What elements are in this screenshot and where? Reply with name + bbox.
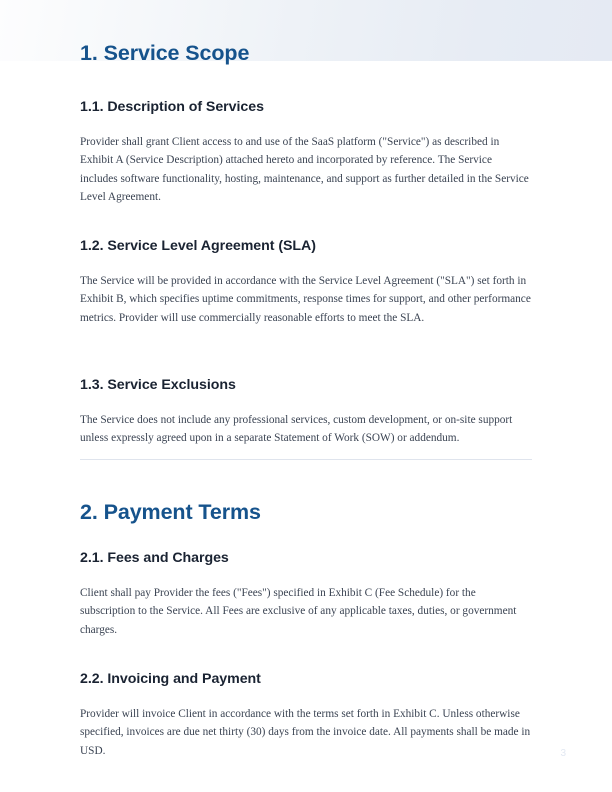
paragraph-1-1: Provider shall grant Client access to and use of the SaaS platform ("Service") as described in Exhibit A (Service Description) attached hereto and incorporated by reference. The Service includes software functionality, hosting, maintenance, and support as further detailed in the Service Level Agreement. — [80, 136, 529, 204]
section-heading-2: 2. Payment Terms — [80, 500, 261, 524]
section-heading-1: 1. Service Scope — [80, 41, 250, 65]
paragraph-1-2: The Service will be provided in accordance with the Service Level Agreement ("SLA") set forth in Exhibit B, which specifies uptime commitments, response times for support, and other performance metrics. Provider will use commercially reasonable efforts to meet the SLA. — [80, 275, 531, 324]
subsection-heading-1-1: 1.1. Description of Services — [80, 99, 264, 115]
paragraph-2-2: Provider will invoice Client in accordance with the terms set forth in Exhibit C. Unless otherwise specified, invoices are due net thirty (30) days from the invoice date. All payments shall be made in USD. — [80, 708, 531, 757]
subsection-heading-1-3: 1.3. Service Exclusions — [80, 377, 236, 393]
paragraph-2-1: Client shall pay Provider the fees ("Fees") specified in Exhibit C (Fee Schedule) for the subscription to the Service. All Fees are exclusive of any applicable taxes, duties, or government charges. — [80, 587, 517, 636]
subsection-heading-1-2: 1.2. Service Level Agreement (SLA) — [80, 238, 316, 254]
section-divider — [80, 459, 532, 460]
subsection-heading-2-2: 2.2. Invoicing and Payment — [80, 671, 261, 687]
paragraph-1-3: The Service does not include any professional services, custom development, or on-site support unless expressly agreed upon in a separate Statement of Work (SOW) or addendum. — [80, 414, 513, 445]
page-number: 3 — [560, 748, 566, 759]
subsection-heading-2-1: 2.1. Fees and Charges — [80, 550, 229, 566]
